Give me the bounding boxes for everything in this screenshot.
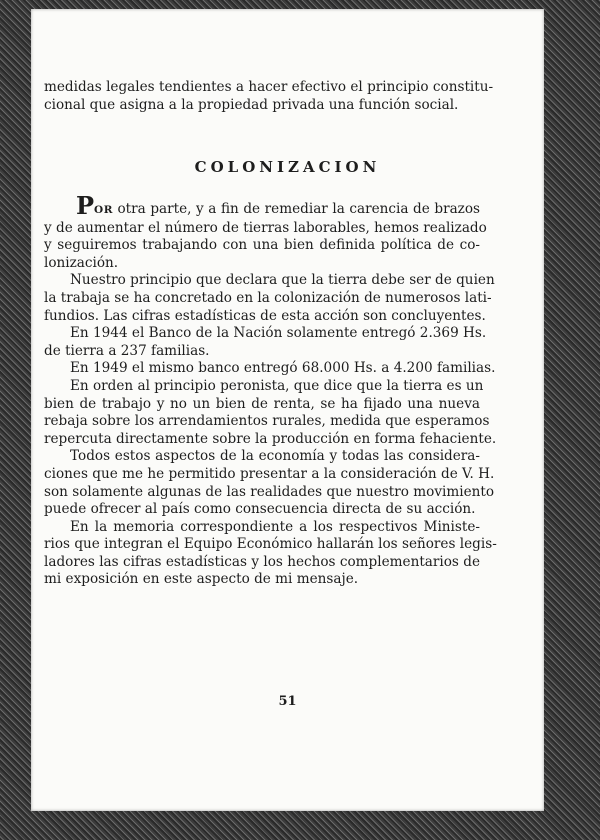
text-line: y de aumentar el número de tierras laborables, hemos realizado <box>44 219 487 236</box>
text-line: lonización. <box>44 254 119 271</box>
text-line: de tierra a 237 familias. <box>44 342 210 359</box>
text-line: ladores las cifras estadísticas y los hechos complementarios de <box>44 553 480 570</box>
text-line: bien de trabajo y no un bien de renta, se ha fijado una nueva <box>44 395 480 412</box>
first-line <box>44 191 480 220</box>
drop-cap-rest: OR <box>94 204 113 216</box>
text-line: puede ofrecer al país como consecuencia directa de su acción. <box>44 501 476 518</box>
text-line: ciones que me he permitido presentar a la consideración de V. H. <box>44 465 495 482</box>
text-line: En la memoria correspondiente a los respectivos Ministe- <box>70 518 480 535</box>
text-line: rebaja sobre los arrendamientos rurales, medida que esperamos <box>44 413 490 430</box>
text-line: medidas legales tendientes a hacer efectivo el principio constitu- <box>44 79 494 95</box>
text-line: son solamente algunas de las realidades que nuestro movimiento <box>44 483 495 500</box>
text-line: mi exposición en este aspecto de mi mensaje. <box>44 571 359 588</box>
text-line: En 1949 el mismo banco entregó 68.000 Hs. a 4.200 familias. <box>70 360 496 377</box>
text-line: En orden al principio peronista, que dice que la tierra es un <box>70 377 484 394</box>
page-number: 51 <box>278 694 297 709</box>
text-line: rios que integran el Equipo Económico hallarán los señores legis- <box>44 536 497 553</box>
intro-paragraph <box>44 79 494 114</box>
text-line: Nuestro principio que declara que la tierra debe ser de quien <box>70 272 495 289</box>
text-line: En 1944 el Banco de la Nación solamente entregó 2.369 Hs. <box>70 325 487 342</box>
text-line: Todos estos aspectos de la economía y todas las considera- <box>70 448 480 465</box>
section-title: COLONIZACION <box>194 158 381 176</box>
text-line: cional que asigna a la propiedad privada una función social. <box>44 96 459 113</box>
text-line: repercuta directamente sobre la producción en forma fehaciente. <box>44 430 497 447</box>
text-line: fundios. Las cifras estadísticas de esta acción son concluyentes. <box>44 307 486 324</box>
first-line-rest: otra parte, y a fin de remediar la carencia de brazos <box>112 201 480 217</box>
body-text <box>44 191 497 589</box>
text-line: y seguiremos trabajando con una bien definida política de co- <box>44 237 480 254</box>
drop-cap: P <box>76 191 95 220</box>
text-line: la trabaja se ha concretado en la colonización de numerosos lati- <box>44 289 492 306</box>
